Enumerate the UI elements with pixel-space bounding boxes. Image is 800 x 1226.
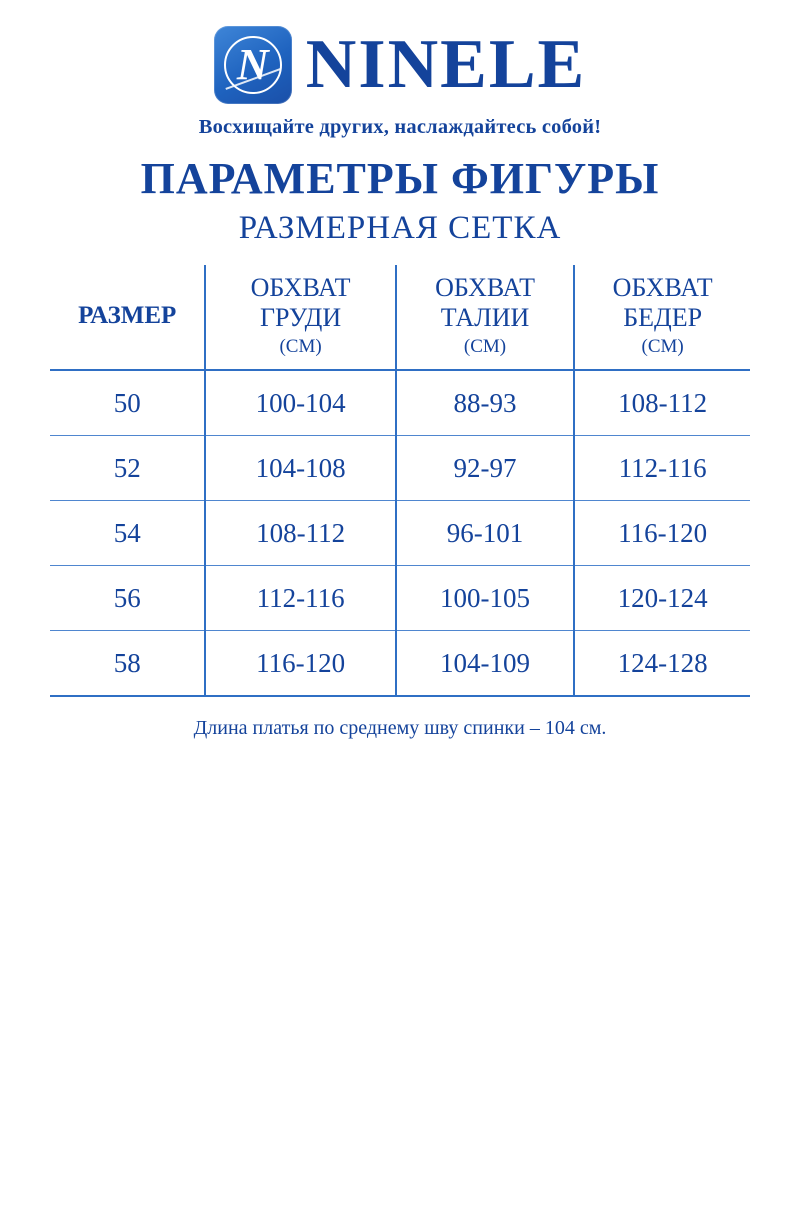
- cell-size: 52: [50, 436, 205, 501]
- dress-length-note: Длина платья по среднему шву спинки – 104 см.: [193, 717, 607, 739]
- brand-tagline: Восхищайте других, наслаждайтесь собой!: [198, 116, 602, 138]
- table-header-row: [50, 265, 750, 370]
- cell-hips: 120-124: [574, 566, 750, 631]
- column-header-bust-line1: ОБХВАТ: [250, 273, 351, 302]
- cell-size: 50: [50, 370, 205, 436]
- cell-waist: 96-101: [396, 501, 575, 566]
- cell-hips: 112-116: [574, 436, 750, 501]
- column-header-waist-unit: (СМ): [463, 336, 507, 357]
- brand-name: NINELE: [305, 26, 587, 103]
- brand-header: [0, 26, 800, 104]
- logo-letter: N: [236, 40, 269, 89]
- size-table-head: [50, 265, 750, 370]
- cell-size: 58: [50, 631, 205, 697]
- page-title: ПАРАМЕТРЫ ФИГУРЫ: [140, 154, 660, 203]
- cell-waist: 92-97: [396, 436, 575, 501]
- size-table-wrapper: [50, 265, 750, 697]
- column-header-bust-unit: (СМ): [279, 336, 322, 357]
- cell-hips: 116-120: [574, 501, 750, 566]
- column-header-size-label: РАЗМЕР: [78, 302, 177, 329]
- cell-bust: 116-120: [205, 631, 395, 697]
- table-row: [50, 631, 750, 697]
- column-header-bust-line2: ГРУДИ: [260, 303, 342, 332]
- cell-bust: 108-112: [205, 501, 395, 566]
- cell-size: 56: [50, 566, 205, 631]
- column-header-hips-unit: (СМ): [641, 336, 684, 357]
- column-header-waist: [396, 265, 575, 370]
- column-header-size: [50, 265, 205, 370]
- cell-bust: 104-108: [205, 436, 395, 501]
- column-header-waist-line2: ТАЛИИ: [440, 303, 530, 332]
- column-header-hips: [574, 265, 750, 370]
- ninele-logo-icon: [214, 26, 292, 104]
- cell-hips: 124-128: [574, 631, 750, 697]
- table-row: [50, 436, 750, 501]
- column-header-waist-line1: ОБХВАТ: [435, 273, 535, 302]
- cell-hips: 108-112: [574, 370, 750, 436]
- cell-bust: 100-104: [205, 370, 395, 436]
- size-table: [50, 265, 750, 697]
- column-header-hips-line1: ОБХВАТ: [612, 273, 713, 302]
- table-row: [50, 501, 750, 566]
- column-header-hips-line2: БЕДЕР: [623, 303, 703, 332]
- cell-waist: 100-105: [396, 566, 575, 631]
- size-table-body: [50, 370, 750, 696]
- size-chart-page: [0, 26, 800, 1226]
- cell-waist: 104-109: [396, 631, 575, 697]
- cell-bust: 112-116: [205, 566, 395, 631]
- table-row: [50, 566, 750, 631]
- page-subtitle: РАЗМЕРНАЯ СЕТКА: [238, 210, 562, 246]
- column-header-bust: [205, 265, 395, 370]
- cell-waist: 88-93: [396, 370, 575, 436]
- table-row: [50, 370, 750, 436]
- cell-size: 54: [50, 501, 205, 566]
